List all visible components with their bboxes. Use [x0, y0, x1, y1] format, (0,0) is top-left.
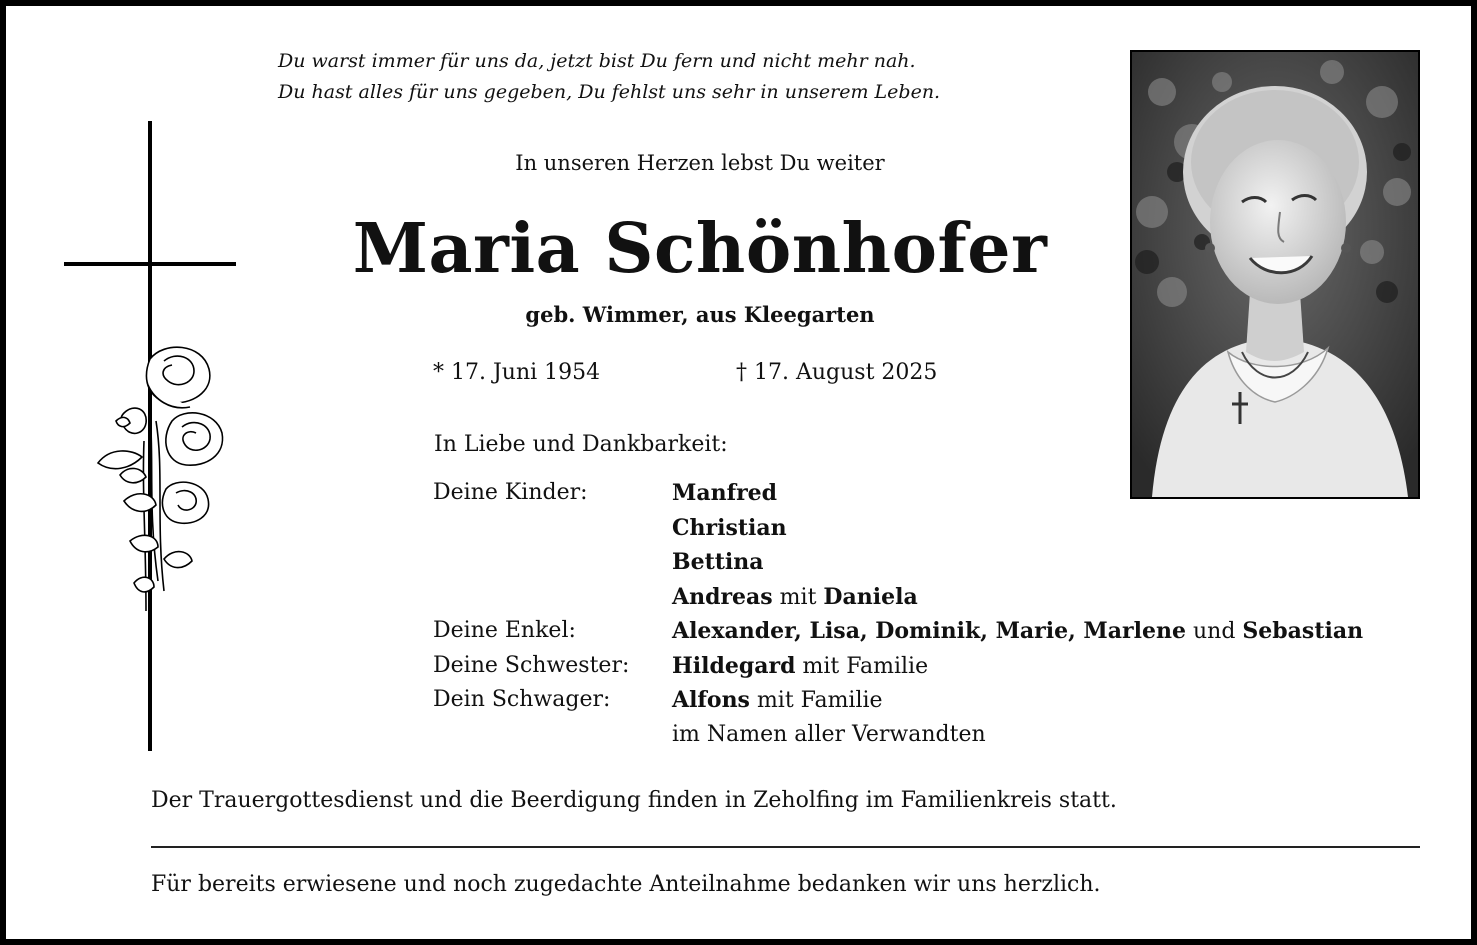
- service-notice: Der Trauergottesdienst und die Beerdigung finden in Zeholfing im Familienkreis statt.: [151, 788, 1117, 813]
- sister-label: Deine Schwester:: [433, 652, 630, 678]
- brother-in-law-label: Dein Schwager:: [433, 687, 611, 712]
- grandchild-last: Sebastian: [1242, 618, 1364, 644]
- deceased-subtitle: geb. Wimmer, aus Kleegarten: [525, 302, 875, 327]
- death-date: † 17. August 2025: [736, 360, 938, 385]
- connector-text: mit: [772, 584, 824, 610]
- brother-in-law-entry: [672, 683, 883, 719]
- roses-icon: [98, 347, 223, 611]
- divider: [151, 846, 1420, 848]
- sister-name: Hildegard: [672, 652, 796, 679]
- poem: [278, 46, 940, 108]
- child-name: Manfred: [672, 480, 778, 506]
- motto: In unseren Herzen lebst Du weiter: [515, 151, 885, 175]
- poem-line-2: Du hast alles für uns gegeben, Du fehlst uns sehr in unserem Leben.: [278, 81, 941, 103]
- child-name: Andreas: [672, 583, 773, 610]
- brother-in-law-suffix: mit Familie: [749, 688, 883, 713]
- child-name: Christian: [672, 514, 787, 541]
- partner-name: Daniela: [823, 583, 918, 610]
- connector-text: und: [1185, 619, 1243, 644]
- brother-in-law-name: Alfons: [672, 687, 750, 713]
- thanks-notice: Für bereits erwiesene und noch zugedachte Anteilnahme bedanken wir uns herzlich.: [151, 872, 1101, 897]
- sister-suffix: mit Familie: [795, 653, 929, 679]
- child-name: Bettina: [672, 549, 764, 575]
- child-with-partner: [672, 580, 918, 616]
- sister-entry: [672, 649, 928, 685]
- poem-line-1: Du warst immer für uns da, jetzt bist Du fern und nicht mehr nah.: [278, 50, 916, 72]
- deceased-name: Maria Schönhofer: [352, 209, 1048, 289]
- relatives-note: im Namen aller Verwandten: [672, 721, 986, 747]
- birth-date: * 17. Juni 1954: [433, 360, 601, 385]
- grandchildren-label: Deine Enkel:: [433, 618, 576, 643]
- children-label: Deine Kinder:: [433, 480, 588, 505]
- grandchildren-list: Alexander, Lisa, Dominik, Marie, Marlene: [672, 618, 1186, 644]
- family-intro: In Liebe und Dankbarkeit:: [434, 432, 728, 457]
- grandchildren-names: [672, 614, 1363, 650]
- portrait-photo: [1130, 50, 1420, 499]
